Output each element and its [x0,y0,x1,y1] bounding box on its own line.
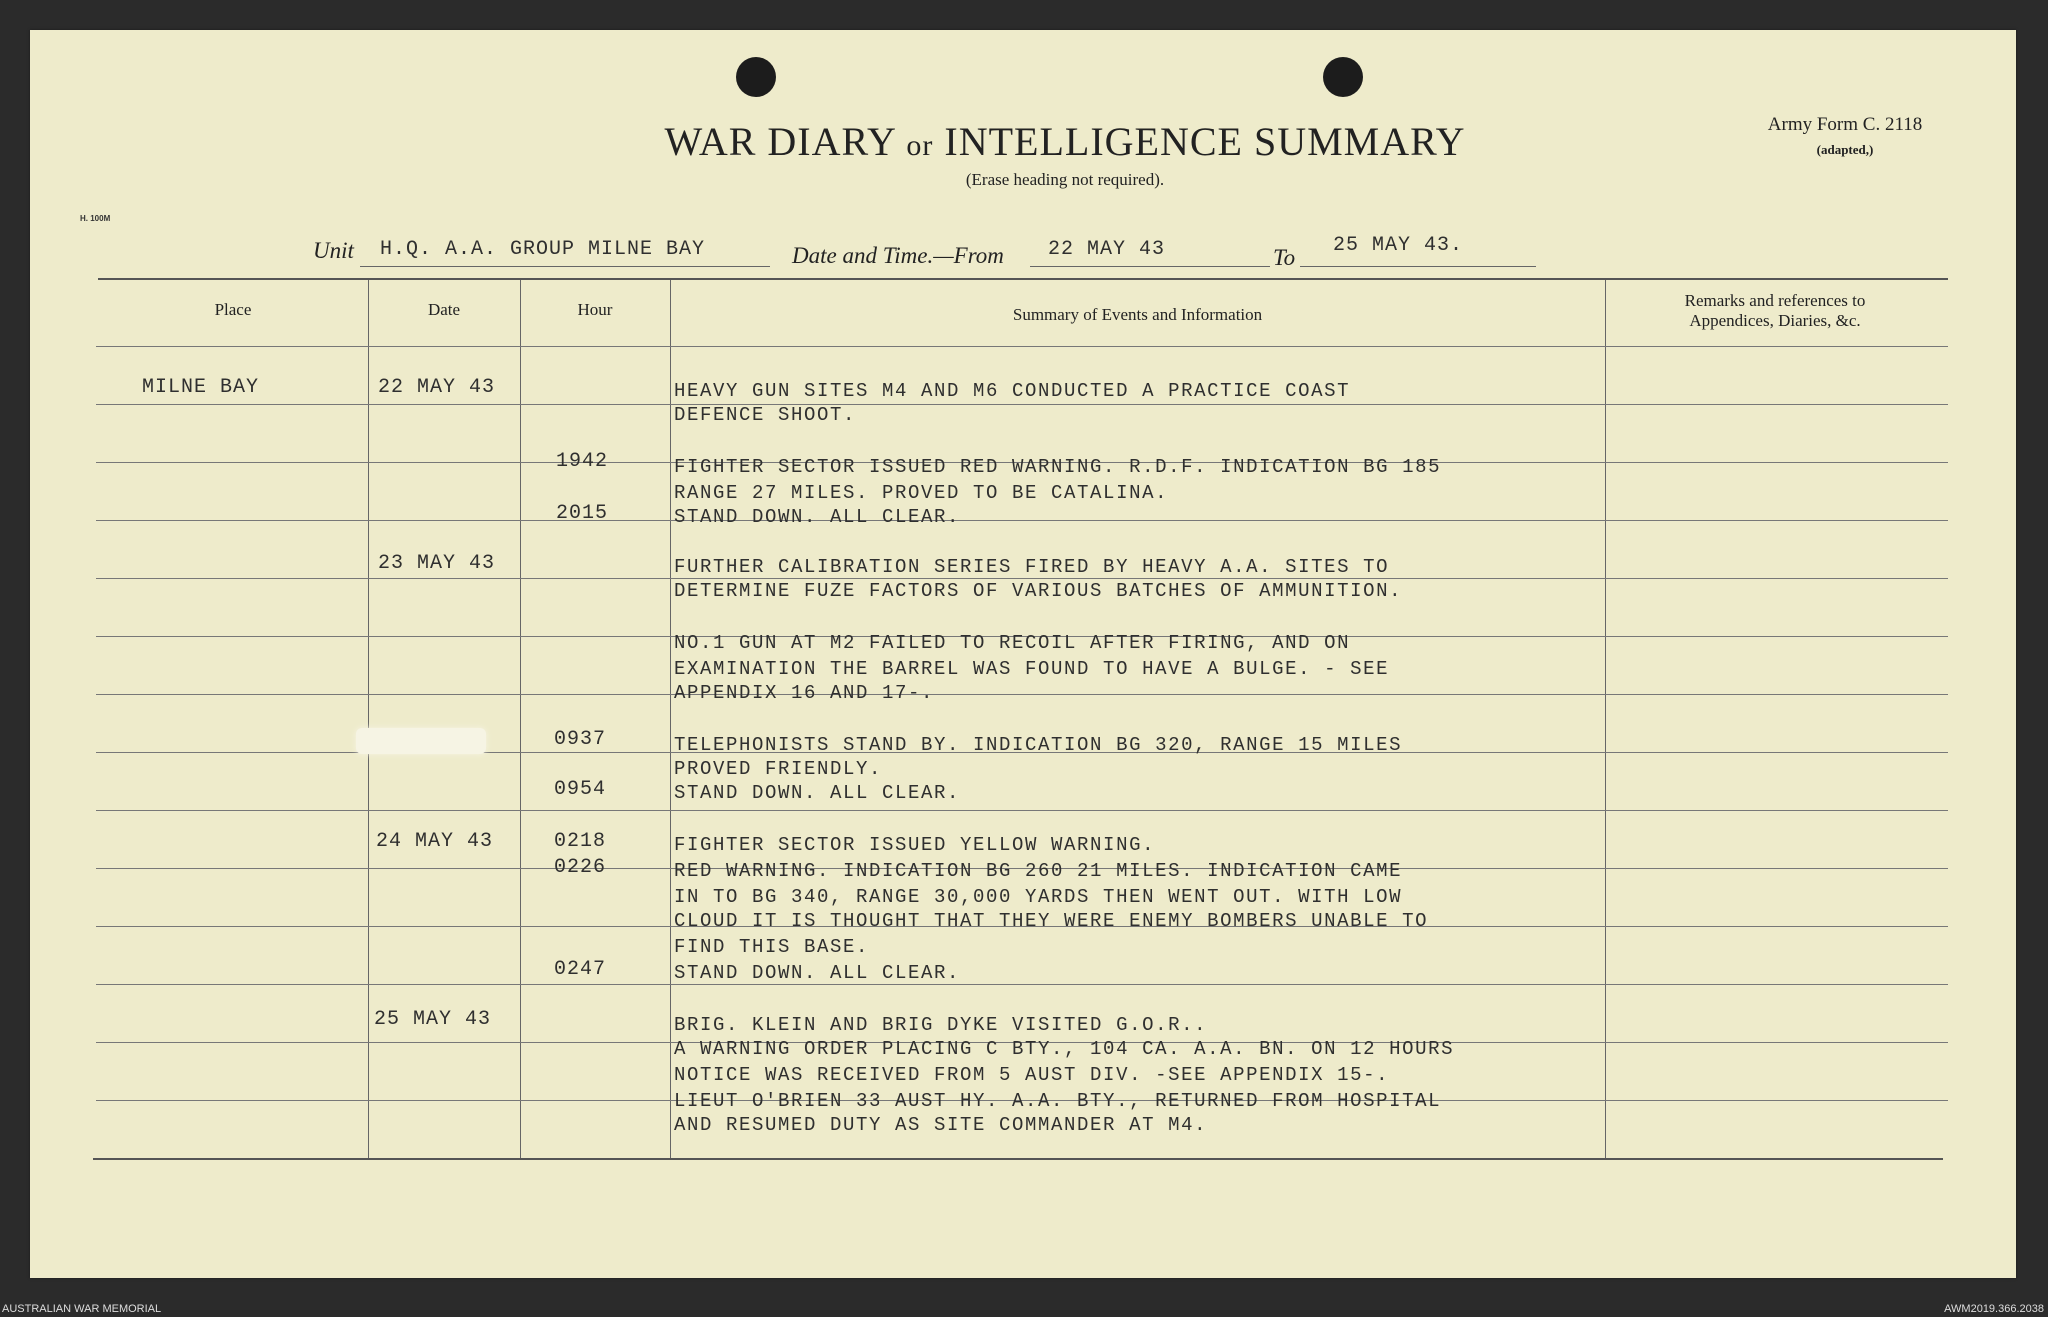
date-entry: 24 MAY 43 [376,830,494,853]
date-to-underline [1300,266,1536,267]
summary-line: RED WARNING. INDICATION BG 260 21 MILES. INDICATION CAME [674,860,1403,882]
date-to-value: 25 MAY 43. [1333,234,1464,257]
hour-entry: 0226 [554,856,607,879]
summary-line: LIEUT O'BRIEN 33 AUST HY. A.A. BTY., RETURNED FROM HOSPITAL [674,1090,1442,1112]
row-rule [96,404,1948,405]
summary-line: STAND DOWN. ALL CLEAR. [674,782,961,804]
summary-line: FIND THIS BASE. [674,936,870,958]
summary-line: FURTHER CALIBRATION SERIES FIRED BY HEAVY A.A. SITES TO [674,556,1390,578]
summary-line: STAND DOWN. ALL CLEAR. [674,506,961,528]
summary-line: APPENDIX 16 AND 17-. [674,682,935,704]
table-top-rule [98,278,1948,280]
date-from-underline [1030,266,1270,267]
punch-hole [736,57,776,97]
summary-line: PROVED FRIENDLY. [674,758,883,780]
summary-line: DEFENCE SHOOT. [674,404,857,426]
summary-line: TELEPHONISTS STAND BY. INDICATION BG 320, RANGE 15 MILES [674,734,1403,756]
row-rule [96,694,1948,695]
date-from-label: Date and Time.—From [792,243,1004,268]
column-header-place: Place [214,300,252,319]
summary-line: BRIG. KLEIN AND BRIG DYKE VISITED G.O.R.. [674,1014,1208,1036]
summary-line: HEAVY GUN SITES M4 AND M6 CONDUCTED A PRACTICE COAST [674,380,1351,402]
row-rule [96,810,1948,811]
summary-line: A WARNING ORDER PLACING C BTY., 104 CA. A.A. BN. ON 12 HOURS [674,1038,1455,1060]
hour-entry: 0937 [554,728,607,751]
row-rule [96,520,1948,521]
hour-entry: 2015 [556,502,609,525]
summary-line: FIGHTER SECTOR ISSUED RED WARNING. R.D.F. INDICATION BG 185 [674,456,1442,478]
date-entry: 23 MAY 43 [378,552,496,575]
hour-entry: 0218 [554,830,607,853]
column-header-hour: Hour [577,300,613,319]
unit-value: H.Q. A.A. GROUP MILNE BAY [380,238,706,261]
column-divider [368,280,369,1158]
header-rule [96,346,1948,347]
summary-line: IN TO BG 340, RANGE 30,000 YARDS THEN WENT OUT. WITH LOW [674,886,1403,908]
summary-line: DETERMINE FUZE FACTORS OF VARIOUS BATCHES OF AMMUNITION. [674,580,1403,602]
hour-entry: 0247 [554,958,607,981]
summary-line: NO.1 GUN AT M2 FAILED TO RECOIL AFTER FIRING, AND ON [674,632,1351,654]
form-number: Army Form C. 2118 [1767,114,1923,135]
summary-line: RANGE 27 MILES. PROVED TO BE CATALINA. [674,482,1169,504]
row-rule [96,984,1948,985]
date-from-value: 22 MAY 43 [1048,238,1166,261]
column-divider [1605,280,1606,1158]
hour-entry: 1942 [556,450,609,473]
table-bottom-rule [93,1158,1943,1160]
punch-hole [1323,57,1363,97]
column-header-remarks [1605,291,1945,331]
column-header-date: Date [427,300,461,319]
print-code: H. 100M [80,214,111,223]
document-subtitle: (Erase heading not required). [965,170,1165,189]
form-adapted: (adapted,) [1816,142,1874,157]
unit-underline [360,266,770,267]
summary-line: STAND DOWN. ALL CLEAR. [674,962,961,984]
summary-line: NOTICE WAS RECEIVED FROM 5 AUST DIV. -SEE APPENDIX 15-. [674,1064,1390,1086]
erased-date [356,728,486,754]
unit-label: Unit [313,238,354,263]
summary-line: AND RESUMED DUTY AS SITE COMMANDER AT M4. [674,1114,1208,1136]
title-part2: INTELLIGENCE SUMMARY [944,119,1466,164]
date-to-label: To [1273,245,1296,270]
summary-line: CLOUD IT IS THOUGHT THAT THEY WERE ENEMY BOMBERS UNABLE TO [674,910,1429,932]
date-entry: 25 MAY 43 [374,1008,492,1031]
column-header-summary: Summary of Events and Information [1012,305,1263,324]
title-part1: WAR DIARY [664,119,896,164]
hour-entry: 0954 [554,778,607,801]
date-entry: 22 MAY 43 [378,376,496,399]
column-divider [520,280,521,1158]
archive-reference: AWM2019.366.2038 [1944,1303,2044,1315]
remarks-header-line1: Remarks and references to [1684,291,1866,310]
summary-line: EXAMINATION THE BARREL WAS FOUND TO HAVE A BULGE. - SEE [674,658,1390,680]
title-or: or [906,129,934,162]
row-rule [96,578,1948,579]
remarks-header-line2: Appendices, Diaries, &c. [1689,311,1861,330]
archive-credit: AUSTRALIAN WAR MEMORIAL [2,1303,162,1315]
column-divider [670,280,671,1158]
place-entry: MILNE BAY [142,376,260,399]
summary-line: FIGHTER SECTOR ISSUED YELLOW WARNING. [674,834,1156,856]
